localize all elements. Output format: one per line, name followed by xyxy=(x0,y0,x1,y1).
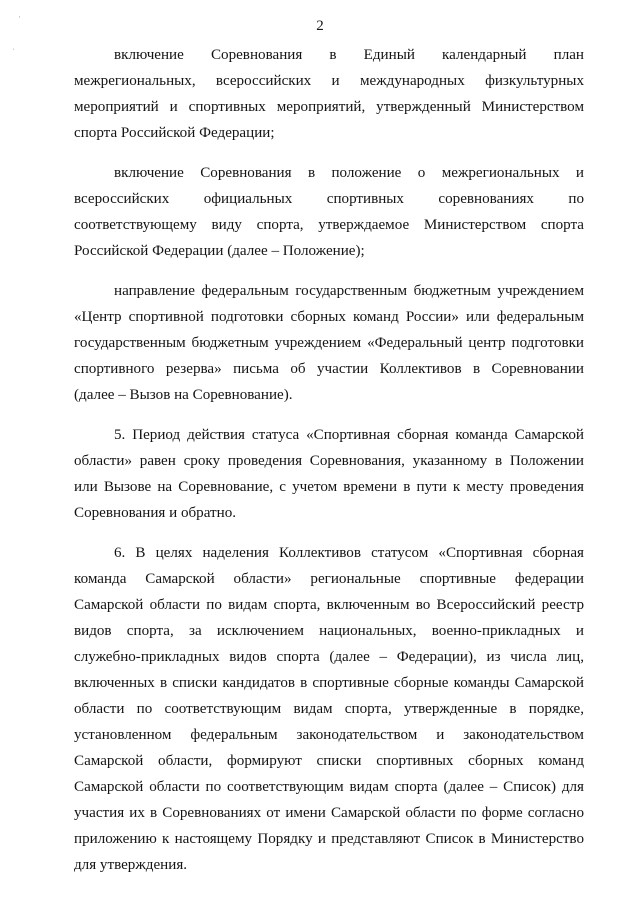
paragraph-regulation xyxy=(74,160,584,264)
text-line: (далее – Вызов на Соревнование). xyxy=(74,387,293,403)
text-line: соответствующему виду спорта, утверждаемое Министерством спорта xyxy=(74,217,584,233)
paragraph-item-5 xyxy=(74,422,584,526)
document-body xyxy=(74,42,584,892)
paragraph-invitation-letter xyxy=(74,278,584,408)
text-line: «Центр спортивной подготовки сборных команд России» или федеральным xyxy=(74,309,584,325)
text-line: области по соответствующим видам спорта, утвержденные в порядке, xyxy=(74,701,584,717)
text-line: включение Соревнования в положение о межрегиональных и xyxy=(114,165,584,181)
text-line: служебно-прикладных видов спорта (далее – Федерации), из числа лиц, xyxy=(74,649,584,665)
text-line: видов спорта, за исключением национальных, военно-прикладных и xyxy=(74,623,584,639)
text-line: включенных в списки кандидатов в спортивные сборные команды Самарской xyxy=(74,675,584,691)
text-line: области» равен сроку проведения Соревнования, указанному в Положении xyxy=(74,453,584,469)
text-line: государственным бюджетным учреждением «Федеральный центр подготовки xyxy=(74,335,584,351)
text-line: 5. Период действия статуса «Спортивная сборная команда Самарской xyxy=(114,427,584,443)
paragraph-item-6 xyxy=(74,540,584,878)
text-line: Самарской области по видам спорта, включенным во Всероссийский реестр xyxy=(74,597,584,613)
text-line: участия их в Соревнованиях от имени Самарской области по форме согласно xyxy=(74,805,584,821)
text-line: команда Самарской области» региональные спортивные федерации xyxy=(74,571,584,587)
scan-speck: ˌ xyxy=(12,40,15,50)
text-line: Самарской области по соответствующим видам спорта (далее – Список) для xyxy=(74,779,584,795)
text-line: всероссийских официальных спортивных соревнованиях по xyxy=(74,191,584,207)
text-line: приложению к настоящему Порядку и представляют Список в Министерство xyxy=(74,831,584,847)
text-line: мероприятий и спортивных мероприятий, утвержденный Министерством xyxy=(74,99,584,115)
text-line: для утверждения. xyxy=(74,857,188,873)
text-line: или Вызове на Соревнование, с учетом времени в пути к месту проведения xyxy=(74,479,584,495)
text-line: установленном федеральным законодательством и законодательством xyxy=(74,727,584,743)
paragraph-calendar-plan xyxy=(74,42,584,146)
page-number: 2 xyxy=(316,18,324,34)
text-line: спорта Российской Федерации; xyxy=(74,125,275,141)
text-line: включение Соревнования в Единый календарный план xyxy=(114,47,584,63)
text-line: Российской Федерации (далее – Положение); xyxy=(74,243,365,259)
text-line: Самарской области, формируют списки спортивных сборных команд xyxy=(74,753,584,769)
text-line: межрегиональных, всероссийских и международных физкультурных xyxy=(74,73,584,89)
text-line: спортивного резерва» письма об участии Коллективов в Соревновании xyxy=(74,361,584,377)
text-line: Соревнования и обратно. xyxy=(74,505,237,521)
text-line: 6. В целях наделения Коллективов статусом «Спортивная сборная xyxy=(114,545,584,561)
scan-speck: · xyxy=(18,12,21,22)
text-line: направление федеральным государственным бюджетным учреждением xyxy=(114,283,584,299)
